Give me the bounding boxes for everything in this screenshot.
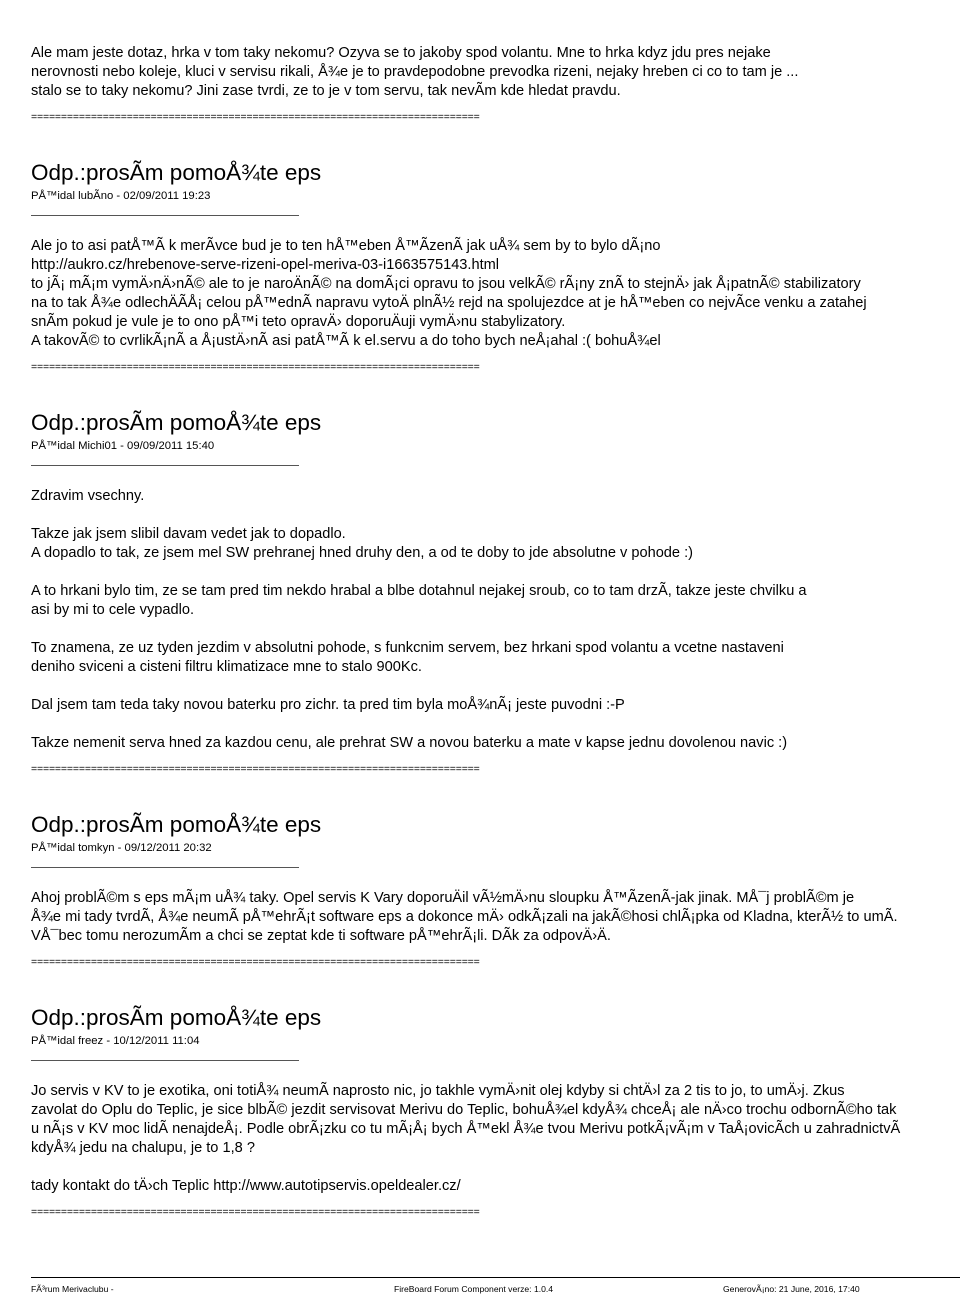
post-meta: PÅ™idal tomkyn - 09/12/2011 20:32 (31, 842, 212, 854)
separator: =========================================================================== (31, 111, 480, 123)
post-title: Odp.:prosÃm pomoÅ¾te eps (31, 812, 322, 837)
post-divider (31, 1060, 299, 1061)
post-line: Å¾e mi tady tvrdÃ, Å¾e neumÃ pÅ™ehrÃ¡t software eps a dokonce mÄ› odkÃ¡zali na jakÃ©hosi chlÃ¡pka od Kladna, kterÃ½ to umÃ. (31, 909, 898, 925)
post-line: to jÃ¡ mÃ¡m vymÄ›nÄ›nÃ© ale to je naroÄnÃ© na domÃ¡ci opravu to jsou velkÃ© rÃ¡ny znÃ to stejnÄ› jak Å¡patnÃ© stabilizatory (31, 276, 861, 292)
post-divider (31, 215, 299, 216)
separator: =========================================================================== (31, 1206, 480, 1218)
intro-line: stalo se to taky nekomu? Jini zase tvrdi, ze to je v tom servu, tak nevÃm kde hledat pravdu. (31, 83, 621, 99)
post-divider (31, 867, 299, 868)
post-line: To znamena, ze uz tyden jezdim v absolutni pohode, s funkcnim servem, bez hrkani spod volantu a vcetne nastaveni (31, 640, 784, 656)
post-link[interactable]: http://aukro.cz/hrebenove-serve-rizeni-opel-meriva-03-i1663575143.html (31, 257, 500, 273)
post-line: deniho sviceni a cisteni filtru klimatizace mne to stalo 900Kc. (31, 659, 422, 675)
post-line: Ale jo to asi patÅ™Ã k merÃvce bud je to ten hÅ™eben Å™ÃzenÃ jak uÅ¾ sem by to bylo dÃ¡no (31, 238, 661, 254)
post-title: Odp.:prosÃm pomoÅ¾te eps (31, 1005, 322, 1030)
post-line: Ahoj problÃ©m s eps mÃ¡m uÅ¾ taky. Opel servis K Vary doporuÄil vÃ½mÄ›nu sloupku Å™ÃzenÃ-jak jinak. MÅ¯j problÃ©m je (31, 890, 855, 906)
post-meta: PÅ™idal Michi01 - 09/09/2011 15:40 (31, 440, 215, 452)
post (31, 812, 960, 968)
post-line: A takovÃ© to cvrlikÃ¡nÃ a Å¡ustÄ›nÃ asi patÅ™Ã k el.servu a do toho bych neÅ¡ahal :( bohuÅ¾el (31, 333, 661, 349)
post-line: VÅ¯bec tomu nerozumÃm a chci se zeptat kde ti software pÅ™ehrÃ¡li. DÃk za odpovÄ›Ä. (31, 928, 611, 944)
post-meta: PÅ™idal freez - 10/12/2011 11:04 (31, 1035, 200, 1047)
post-line: Takze nemenit serva hned za kazdou cenu, ale prehrat SW a novou baterku a mate v kapse jednu dovolenou navic :) (31, 735, 788, 751)
post-line: na to tak Å¾e odlechÄÃÅ¡ celou pÅ™ednÃ napravu vytoÄ plnÃ½ rejd na spolujezdce at je hÅ™eben co nejvÃce venku a zatahej (31, 295, 867, 311)
post-line: zavolat do Oplu do Teplic, je sice blbÃ© jezdit servisovat Merivu do Teplic, bohuÅ¾el kdyÅ¾ chceÅ¡ ale nÄ›co trochu odbornÃ©ho tak (31, 1102, 897, 1118)
post-meta: PÅ™idal lubÃno - 02/09/2011 19:23 (31, 190, 211, 202)
post-line: Jo servis v KV to je exotika, oni totiÅ¾ neumÃ naprosto nic, jo takhle vymÄ›nit olej kdyby si chtÄ›l za 2 tis to jo, to umÄ›j. Zkus (31, 1083, 845, 1099)
post-line: A to hrkani bylo tim, ze se tam pred tim nekdo hrabal a blbe dotahnul nejakej sroub, co to tam drzÃ, takze jeste chvilku a (31, 583, 807, 599)
post-line: asi by mi to cele vypadlo. (31, 602, 195, 618)
post-divider (31, 465, 299, 466)
post (31, 1005, 960, 1218)
post-line: Dal jsem tam teda taky novou baterku pro zichr. ta pred tim byla moÅ¾nÃ¡ jeste puvodni :-P (31, 697, 625, 713)
separator: =========================================================================== (31, 956, 480, 968)
separator: =========================================================================== (31, 361, 480, 373)
post (31, 160, 960, 373)
post-line: kdyÅ¾ jedu na chalupu, je to 1,8 ? (31, 1140, 255, 1156)
post-line: Zdravim vsechny. (31, 488, 145, 504)
footer-component: FireBoard Forum Component verze: 1.0.4 (394, 1284, 554, 1294)
intro-line: Ale mam jeste dotaz, hrka v tom taky nekomu? Ozyva se to jakoby spod volantu. Mne to hrka kdyz jdu pres nejake (31, 45, 771, 61)
post-title: Odp.:prosÃm pomoÅ¾te eps (31, 160, 322, 185)
post-line: A dopadlo to tak, ze jsem mel SW prehranej hned druhy den, a od te doby to jde absolutne v pohode :) (31, 545, 694, 561)
post-title: Odp.:prosÃm pomoÅ¾te eps (31, 410, 322, 435)
separator: =========================================================================== (31, 763, 480, 775)
footer-forum-name: FÃ³rum Merivaclubu - (31, 1284, 114, 1294)
document-page (31, 44, 960, 1218)
intro-text (31, 44, 960, 101)
footer-generated: GenerovÃ¡no: 21 June, 2016, 17:40 (723, 1284, 860, 1294)
post-line: tady kontakt do tÄ›ch Teplic http://www.autotipservis.opeldealer.cz/ (31, 1178, 461, 1194)
intro-line: nerovnosti nebo koleje, kluci v servisu rikali, Å¾e je to pravdepodobne prevodka rizeni, nejaky hreben ci co to tam je ... (31, 64, 799, 80)
post-line: u nÃ¡s v KV moc lidÃ nenajdeÅ¡. Podle obrÃ¡zku co tu mÃ¡Å¡ bych Å™ekl Å¾e tvou Merivu potkÃ¡vÃ¡m v TaÅ¡ovicÃch u zahradnictvÃ (31, 1121, 901, 1137)
page-footer (31, 1277, 960, 1298)
post (31, 410, 960, 775)
post-line: Takze jak jsem slibil davam vedet jak to dopadlo. (31, 526, 346, 542)
post-line: snÃm pokud je vule je to ono pÅ™i teto opravÄ› doporuÄuji vymÄ›nu stabylizatory. (31, 314, 566, 330)
